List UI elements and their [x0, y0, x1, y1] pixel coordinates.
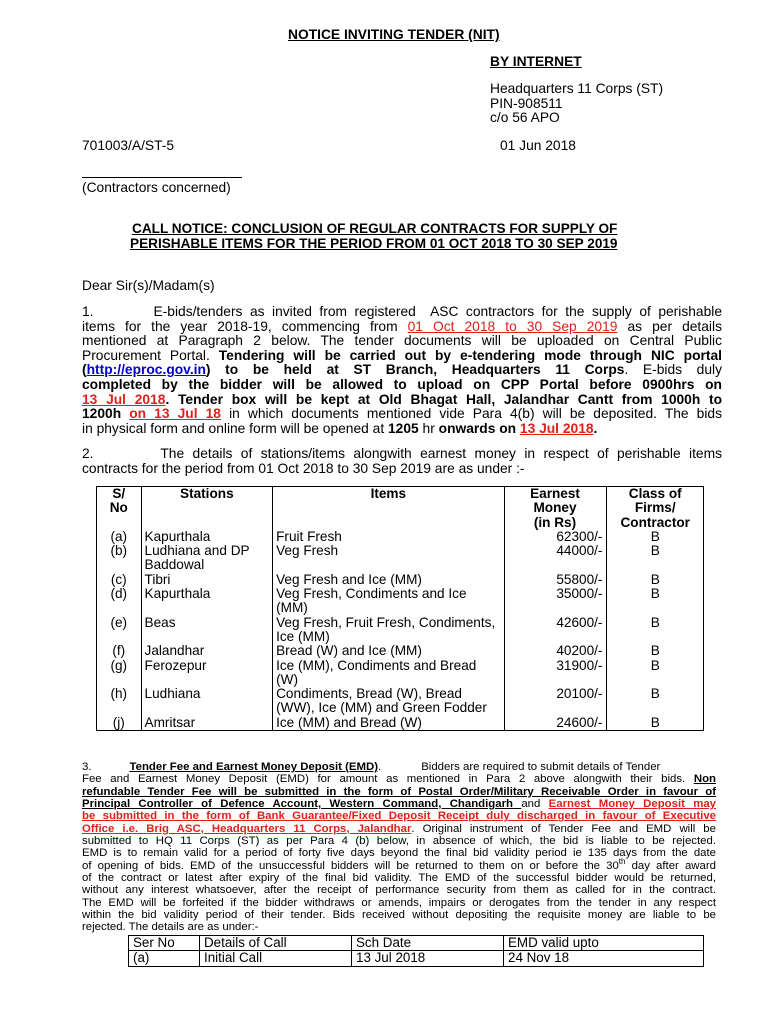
para3-line — [82, 761, 716, 773]
text-run: . Original instrument of Tender Fee and EMD will be — [411, 822, 716, 835]
table-cell: Ice (MM), Condiments and Bread (W) — [273, 659, 504, 688]
table-row — [97, 659, 704, 688]
para1-line — [82, 407, 722, 422]
table-row — [97, 573, 704, 587]
table-cell: Veg Fresh, Condiments and Ice (MM) — [273, 587, 504, 616]
table-row — [97, 616, 704, 645]
col-header-class — [607, 487, 704, 530]
table-row — [97, 530, 704, 544]
table-cell: Condiments, Bread (W), Bread (WW), Ice (MM) and Green Fodder — [273, 687, 504, 716]
address-line: c/o 56 APO — [490, 110, 560, 125]
text-run: . — [378, 761, 382, 773]
subject — [130, 221, 676, 251]
table-cell: Fruit Fresh — [273, 530, 504, 544]
text-run: hr — [418, 420, 439, 436]
table-cell: B — [607, 544, 704, 573]
table-cell: Ludhiana and DP Baddowal — [141, 544, 273, 573]
text-run: Non — [693, 773, 716, 786]
table-cell: (c) — [97, 573, 142, 587]
para2-line: contracts for the period from 01 Oct 2018 to 30 Sep 2019 are as under :- — [82, 460, 525, 476]
table-cell: B — [607, 687, 704, 716]
text-run: ( — [82, 362, 87, 378]
by-internet-label: BY INTERNET — [490, 54, 582, 69]
table-cell: (g) — [97, 659, 142, 688]
para1-line — [82, 422, 722, 437]
text-run: 1205 — [388, 420, 419, 436]
para3-line: of the contract or latest after expiry of the final bid validity. The EMD of the successful bidder would be returned, — [82, 872, 716, 885]
paragraph-3 — [82, 761, 716, 934]
text-run: onwards on — [438, 420, 517, 436]
para3-line: submitted to HQ 11 Corps (ST) as per Para 4 (b) below, in absence of which, the bid is liable to be rejected. — [82, 835, 716, 848]
table-cell: 24 Nov 18 — [504, 951, 704, 966]
table-cell: (d) — [97, 587, 142, 616]
table-cell: Jalandhar — [141, 644, 273, 658]
table-row — [97, 644, 704, 658]
table-cell: Ferozepur — [141, 659, 273, 688]
text-run: of opening of bids. EMD of the unsuccessful bidders will be returned to them on or before the 30 — [82, 859, 619, 872]
table-cell: Ice (MM) and Bread (W) — [273, 716, 504, 731]
table-row — [97, 544, 704, 573]
table-cell: Veg Fresh, Fruit Fresh, Condiments, Ice (MM) — [273, 616, 504, 645]
subject-line: CALL NOTICE: CONCLUSION OF REGULAR CONTRACTS FOR SUPPLY OF — [132, 221, 618, 236]
header-text: Class of — [628, 486, 682, 501]
header-text: Earnest — [530, 486, 580, 501]
text-run: and — [521, 798, 549, 811]
text-run: 1200h — [82, 406, 130, 422]
para3-line: without any interest whatsoever, after the receipt of performance security from them as called for in the contract. — [82, 884, 716, 897]
para1-line: completed by the bidder will be allowed to upload on CPP Portal before 0900hrs on — [82, 376, 722, 392]
table-cell: (a) — [129, 951, 200, 966]
table-cell: Initial Call — [200, 951, 352, 966]
table-cell: Beas — [141, 616, 273, 645]
text-run: Procurement Portal. — [82, 347, 219, 363]
table-cell: 31900/- — [504, 659, 607, 688]
col-header-earnest-money — [504, 487, 607, 530]
col-header-sno — [97, 487, 142, 530]
table-cell: B — [607, 530, 704, 544]
para3-heading: Tender Fee and Earnest Money Deposit (EMD) — [129, 761, 379, 773]
table-cell: (b) — [97, 544, 142, 573]
col-header-emd-valid: EMD valid upto — [504, 936, 704, 951]
table-cell: B — [607, 573, 704, 587]
col-header-items: Items — [273, 487, 504, 530]
table-cell: Bread (W) and Ice (MM) — [273, 644, 504, 658]
col-header-ser-no: Ser No — [129, 936, 200, 951]
sender-address — [490, 82, 663, 126]
col-header-stations: Stations — [141, 487, 273, 530]
recipient-rule — [82, 177, 242, 178]
table-cell: Kapurthala — [141, 530, 273, 544]
text-run: ) to be held at ST Branch, Headquarters 11 Corps — [205, 362, 625, 378]
header-text: S/ — [112, 486, 126, 501]
table-cell: 13 Jul 2018 — [352, 951, 504, 966]
text-run: Tendering will be carried out by e-tendering mode through NIC portal — [218, 347, 722, 363]
text-run: as per details — [617, 318, 722, 334]
table-row — [97, 587, 704, 616]
superscript: th — [618, 856, 626, 866]
table-cell: 42600/- — [504, 616, 607, 645]
portal-link[interactable]: http://eproc.gov.in — [86, 362, 206, 378]
stations-table — [96, 486, 704, 731]
table-cell: 44000/- — [504, 544, 607, 573]
paragraph-1 — [82, 305, 722, 436]
emd-call-table — [128, 935, 704, 967]
table-row — [97, 687, 704, 716]
para1-line — [82, 363, 722, 378]
text-run: . Tender box will be kept at Old Bhagat Hall, Jalandhar Cantt from 1000h to — [165, 391, 723, 407]
text-run: day after award — [625, 859, 716, 872]
notice-title: NOTICE INVITING TENDER (NIT) — [288, 27, 500, 42]
header-text: Contractor — [620, 514, 690, 530]
table-cell: B — [607, 616, 704, 645]
date-highlight: 13 Jul 2018 — [82, 391, 166, 407]
letter-date: 01 Jun 2018 — [500, 138, 576, 153]
para3-line — [82, 798, 716, 810]
para3-line: within the bid validity period of their tender. Bids received without depositing the requisite money are liable to be — [82, 909, 716, 922]
table-cell: B — [607, 644, 704, 658]
para3-line: be submitted in the form of Bank Guarantee/Fixed Deposit Receipt duly discharged in favour of Executive — [82, 810, 716, 823]
subject-line: PERISHABLE ITEMS FOR THE PERIOD FROM 01 OCT 2018 TO 30 SEP 2019 — [130, 236, 618, 251]
para-number: 3. — [82, 761, 92, 773]
para3-line: The EMD will be forfeited if the bidder withdraws or amends, impairs or derogates from the tender in any respect — [82, 896, 716, 909]
header-text: No — [109, 500, 128, 516]
table-cell: (e) — [97, 616, 142, 645]
para3-line — [82, 823, 716, 835]
text-run: . — [593, 420, 598, 436]
table-header-row — [129, 936, 704, 951]
table-cell: (h) — [97, 687, 142, 716]
para1-line: 1. E-bids/tenders as invited from registered ASC contractors for the supply of perishable — [82, 304, 722, 319]
recipient: (Contractors concerned) — [82, 180, 231, 195]
header-text: Firms/ — [634, 500, 676, 516]
reference-number: 701003/A/ST-5 — [82, 138, 175, 153]
para2-line: 2. The details of stations/items alongwith earnest money in respect of perishable items — [82, 446, 722, 461]
table-cell: 35000/- — [504, 587, 607, 616]
emd-highlight: Office i.e. Brig ASC, Headquarters 11 Corps, Jalandhar — [82, 822, 412, 835]
table-cell: (j) — [97, 716, 142, 731]
table-cell: Veg Fresh — [273, 544, 504, 573]
para3-line — [82, 856, 716, 872]
table-cell: 40200/- — [504, 644, 607, 658]
table-header-row — [97, 487, 704, 530]
table-cell: (a) — [97, 530, 142, 544]
text-run: items for the year 2018-19, commencing from — [82, 318, 408, 334]
col-header-details: Details of Call — [200, 936, 352, 951]
para1-line: mentioned at Paragraph 2 below. The tender documents will be uploaded on Central Public — [82, 333, 722, 349]
stations-table-body — [97, 530, 704, 731]
table-cell: (f) — [97, 644, 142, 658]
header-text: (in Rs) — [533, 514, 577, 530]
para3-line — [82, 773, 716, 785]
text-run: in physical form and online form will be opened at — [82, 420, 388, 436]
table-cell: 20100/- — [504, 687, 607, 716]
para3-line: EMD is to remain valid for a period of forty five days beyond the final bid validity period ie 135 days from the date — [82, 847, 716, 860]
para3-line: refundable Tender Fee will be submitted in the form of Postal Order/Military Receivable Order in favour of — [82, 785, 716, 798]
table-cell: B — [607, 587, 704, 616]
para1-line — [82, 320, 722, 335]
date-highlight: on 13 Jul 18 — [129, 406, 221, 422]
header-text: Money — [533, 500, 577, 516]
address-line: Headquarters 11 Corps (ST) — [490, 81, 664, 96]
table-cell: Veg Fresh and Ice (MM) — [273, 573, 504, 587]
table-row — [129, 951, 704, 966]
table-cell: Ludhiana — [141, 687, 273, 716]
text-run: Bidders are required to submit details of Tender — [421, 761, 661, 773]
para1-line — [82, 349, 722, 364]
text-run: Principal Controller of Defence Account, Western Command, Chandigarh — [82, 798, 522, 811]
table-row — [97, 716, 704, 731]
table-cell: B — [607, 659, 704, 688]
table-cell: Tibri — [141, 573, 273, 587]
emd-highlight: Earnest Money Deposit may — [548, 798, 717, 811]
table-cell: Kapurthala — [141, 587, 273, 616]
text-run: Fee and Earnest Money Deposit (EMD) for amount as mentioned in Para 2 above alongwith their bids. — [82, 773, 694, 786]
para3-line: rejected. The details are as under:- — [82, 921, 259, 934]
table-cell: 24600/- — [504, 716, 607, 731]
table-cell: B — [607, 716, 704, 731]
salutation: Dear Sir(s)/Madam(s) — [82, 278, 215, 293]
period-highlight: 01 Oct 2018 to 30 Sep 2019 — [407, 318, 618, 334]
table-cell: 62300/- — [504, 530, 607, 544]
table-cell: Amritsar — [141, 716, 273, 731]
date-highlight: 13 Jul 2018 — [519, 420, 594, 436]
col-header-sch-date: Sch Date — [352, 936, 504, 951]
address-line: PIN-908511 — [490, 95, 563, 111]
paragraph-2 — [82, 447, 722, 476]
para1-line — [82, 393, 722, 408]
text-run: in which documents mentioned vide Para 4(b) will be deposited. The bids — [220, 406, 722, 422]
table-cell: 55800/- — [504, 573, 607, 587]
text-run: . E-bids duly — [624, 362, 722, 378]
